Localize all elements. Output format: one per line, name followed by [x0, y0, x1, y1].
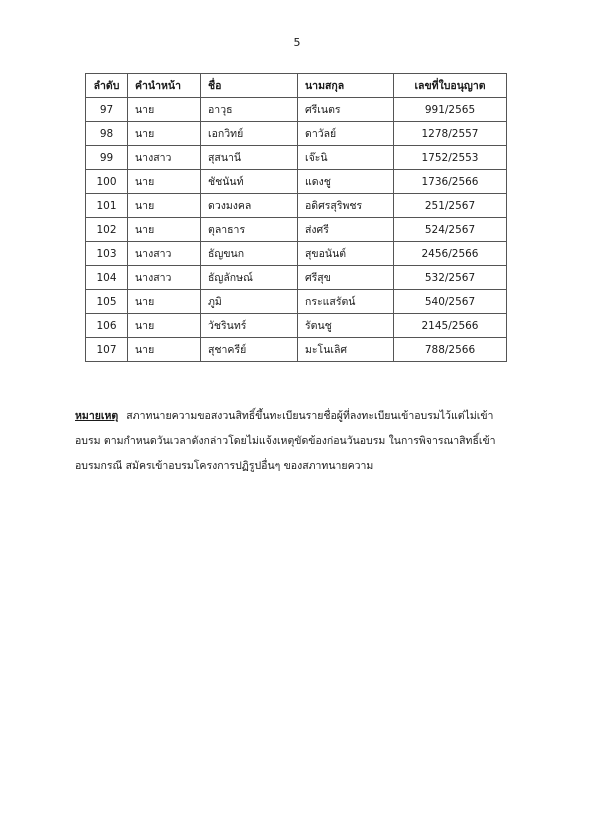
table-row	[86, 290, 507, 314]
cell-first-name: สุสนานี	[201, 146, 298, 170]
cell-last-name: สุขอนันต์	[298, 242, 394, 266]
cell-last-name: อดิศรสุริพชร	[298, 194, 394, 218]
cell-order: 107	[86, 338, 128, 362]
header-order: ลำดับ	[86, 74, 128, 98]
cell-prefix: นาย	[128, 98, 201, 122]
table-row	[86, 314, 507, 338]
cell-first-name: เอกวิทย์	[201, 122, 298, 146]
cell-last-name: กระแสรัตน์	[298, 290, 394, 314]
cell-license-number: 1736/2566	[394, 170, 507, 194]
cell-order: 105	[86, 290, 128, 314]
cell-last-name: เจ๊ะนิ	[298, 146, 394, 170]
cell-last-name: รัตนชู	[298, 314, 394, 338]
cell-order: 97	[86, 98, 128, 122]
cell-first-name: อาวุธ	[201, 98, 298, 122]
cell-order: 106	[86, 314, 128, 338]
cell-license-number: 1278/2557	[394, 122, 507, 146]
cell-first-name: ดวงมงคล	[201, 194, 298, 218]
cell-order: 103	[86, 242, 128, 266]
cell-license-number: 2145/2566	[394, 314, 507, 338]
cell-license-number: 532/2567	[394, 266, 507, 290]
cell-last-name: ส่งศรี	[298, 218, 394, 242]
cell-prefix: นางสาว	[128, 242, 201, 266]
cell-order: 104	[86, 266, 128, 290]
remark-line-1	[75, 404, 545, 429]
cell-license-number: 2456/2566	[394, 242, 507, 266]
cell-first-name: วัชรินทร์	[201, 314, 298, 338]
table-header-row	[86, 74, 507, 98]
table-row	[86, 266, 507, 290]
table-row	[86, 98, 507, 122]
cell-first-name: ธัญลักษณ์	[201, 266, 298, 290]
table-row	[86, 218, 507, 242]
cell-license-number: 524/2567	[394, 218, 507, 242]
cell-last-name: ศรีสุข	[298, 266, 394, 290]
table-body	[86, 98, 507, 362]
cell-prefix: นางสาว	[128, 266, 201, 290]
cell-prefix: นางสาว	[128, 146, 201, 170]
remark-label: หมายเหตุ	[75, 410, 119, 422]
cell-license-number: 540/2567	[394, 290, 507, 314]
cell-last-name: ศรีเนตร	[298, 98, 394, 122]
roster-table	[85, 73, 507, 362]
cell-prefix: นาย	[128, 338, 201, 362]
cell-order: 99	[86, 146, 128, 170]
table-row	[86, 242, 507, 266]
cell-prefix: นาย	[128, 314, 201, 338]
cell-prefix: นาย	[128, 194, 201, 218]
cell-order: 101	[86, 194, 128, 218]
cell-license-number: 991/2565	[394, 98, 507, 122]
remark-text: สภาทนายความขอสงวนสิทธิ์ขึ้นทะเบียนรายชื่อผู้ที่ลงทะเบียนเข้าอบรมไว้แต่ไม่เข้า	[126, 410, 494, 422]
table-row	[86, 338, 507, 362]
table-row	[86, 170, 507, 194]
cell-order: 98	[86, 122, 128, 146]
header-prefix: คำนำหน้า	[128, 74, 201, 98]
remark-line-2: อบรม ตามกำหนดวันเวลาดังกล่าวโดยไม่แจ้งเหตุขัดข้องก่อนวันอบรม ในการพิจารณาสิทธิ์เข้า	[75, 435, 496, 447]
cell-first-name: ชัชนันท์	[201, 170, 298, 194]
cell-first-name: ตุลาธาร	[201, 218, 298, 242]
cell-order: 102	[86, 218, 128, 242]
page-number: 5	[293, 36, 301, 49]
cell-prefix: นาย	[128, 290, 201, 314]
cell-order: 100	[86, 170, 128, 194]
cell-license-number: 251/2567	[394, 194, 507, 218]
table-row	[86, 122, 507, 146]
cell-prefix: นาย	[128, 170, 201, 194]
cell-first-name: ธัญขนก	[201, 242, 298, 266]
cell-license-number: 788/2566	[394, 338, 507, 362]
cell-last-name: ดาวัลย์	[298, 122, 394, 146]
remark-line-3: อบรมกรณี สมัครเข้าอบรมโครงการปฏิรูปอื่นๆ ของสภาทนายความ	[75, 460, 374, 472]
table-row	[86, 194, 507, 218]
cell-prefix: นาย	[128, 218, 201, 242]
remark-section	[75, 404, 545, 479]
header-first-name: ชื่อ	[201, 74, 298, 98]
header-license-number: เลขที่ใบอนุญาต	[394, 74, 507, 98]
cell-prefix: นาย	[128, 122, 201, 146]
cell-first-name: สุชาครีย์	[201, 338, 298, 362]
table-row	[86, 146, 507, 170]
cell-last-name: มะโนเลิศ	[298, 338, 394, 362]
header-last-name: นามสกุล	[298, 74, 394, 98]
cell-last-name: แดงชู	[298, 170, 394, 194]
cell-first-name: ภูมิ	[201, 290, 298, 314]
cell-license-number: 1752/2553	[394, 146, 507, 170]
